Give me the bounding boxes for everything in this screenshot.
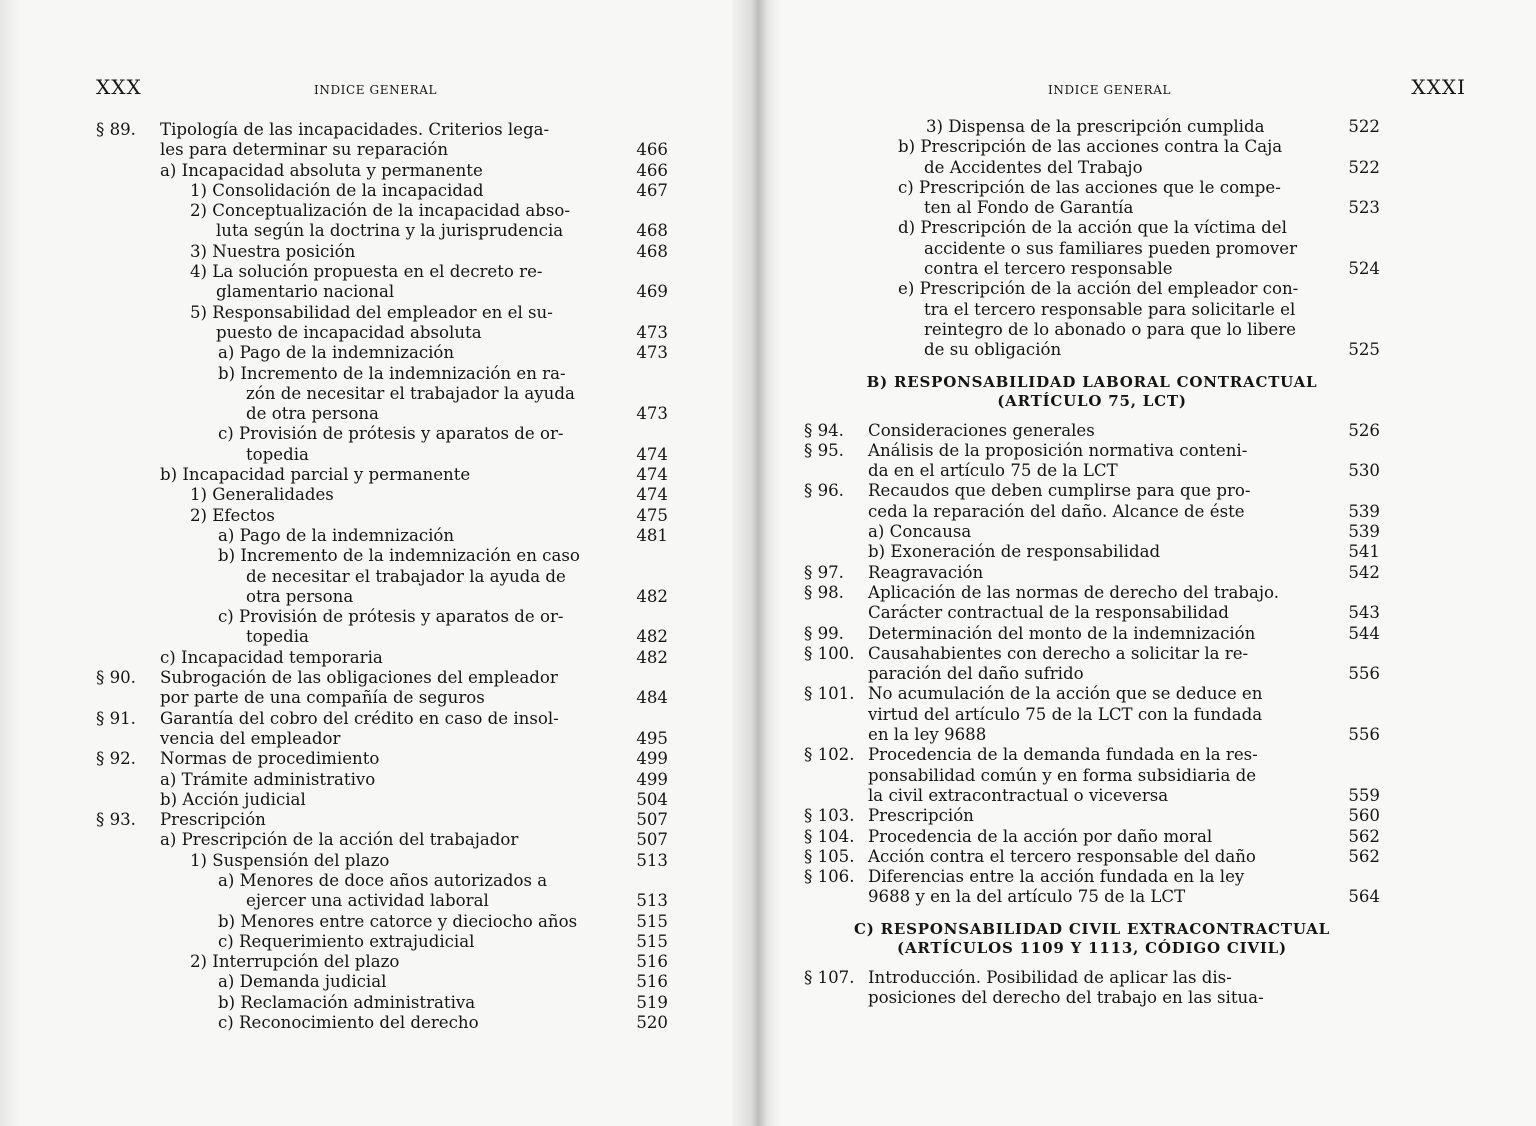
toc-entry <box>96 181 668 201</box>
toc-line: zón de necesitar el trabajador la ayuda <box>246 383 575 403</box>
toc-entry-title <box>96 424 668 465</box>
toc-entry-title <box>96 770 668 790</box>
toc-entry <box>804 827 1380 847</box>
section-heading <box>804 373 1380 411</box>
toc-line: topedia <box>246 627 309 647</box>
toc-entry-title <box>96 526 668 546</box>
toc-entry <box>96 526 668 546</box>
toc-line: 1) Consolidación de la incapacidad <box>190 180 484 200</box>
page-number: 564 <box>1348 887 1380 907</box>
section-number: § 95. <box>804 440 844 460</box>
toc-line: b) Prescripción de las acciones contra la Caja <box>898 137 1283 157</box>
toc-entry-title <box>96 201 668 242</box>
toc-entry-title <box>804 827 1380 847</box>
toc-line: virtud del artículo 75 de la LCT con la fundada <box>868 704 1263 724</box>
toc-line: Garantía del cobro del crédito en caso de insol- <box>160 708 559 728</box>
page-number: 539 <box>1348 501 1380 521</box>
toc-entry-title <box>96 181 668 201</box>
toc-line: 2) Efectos <box>190 505 275 525</box>
toc-entry-title <box>804 522 1380 542</box>
toc-entry <box>96 709 668 750</box>
page-number: 519 <box>636 992 668 1012</box>
section-number: § 89. <box>96 120 136 139</box>
page-number: 556 <box>1348 725 1380 745</box>
page-number: 504 <box>636 789 668 809</box>
toc-line: b) Acción judicial <box>160 789 306 809</box>
toc-line: puesto de incapacidad absoluta <box>216 322 482 342</box>
section-number: § 105. <box>804 846 855 866</box>
toc-line: Prescripción <box>868 806 974 826</box>
toc-line: a) Demanda judicial <box>218 972 387 992</box>
toc-entry-title <box>96 120 668 161</box>
toc-entry <box>96 485 668 505</box>
toc-entry <box>804 847 1380 867</box>
toc-line: de Accidentes del Trabajo <box>924 157 1143 177</box>
page-number: 524 <box>1348 259 1380 279</box>
toc-line: c) Provisión de prótesis y aparatos de or- <box>218 424 564 444</box>
toc-entry <box>96 668 668 709</box>
section-number: § 91. <box>96 708 136 728</box>
toc-entry-title <box>804 624 1380 644</box>
toc-line: luta según la doctrina y la jurisprudencia <box>216 221 564 241</box>
section-number: § 101. <box>804 684 855 704</box>
toc-line: No acumulación de la acción que se deduce en <box>868 684 1263 704</box>
toc-entry <box>96 201 668 242</box>
toc-line: b) Exoneración de responsabilidad <box>868 542 1161 562</box>
toc-entry <box>96 120 668 161</box>
toc-entry <box>804 968 1380 1009</box>
page-number: 515 <box>636 931 668 951</box>
toc-line: 3) Dispensa de la prescripción cumplida <box>926 117 1265 136</box>
toc-entry-title <box>96 303 668 344</box>
toc-entry-title <box>96 810 668 830</box>
page-number: 467 <box>636 180 668 200</box>
toc-entry <box>96 546 668 607</box>
toc-line: Reagravación <box>868 562 984 582</box>
toc-entry <box>804 745 1380 806</box>
toc-entry <box>96 262 668 303</box>
section-heading-line: (ARTÍCULO 75, LCT) <box>997 391 1187 410</box>
toc-line: b) Menores entre catorce y dieciocho años <box>218 911 578 931</box>
toc-entry-title <box>804 178 1380 219</box>
toc-line: de necesitar el trabajador la ayuda de <box>246 566 566 586</box>
toc-line: otra persona <box>246 586 354 606</box>
toc-entry-title <box>96 506 668 526</box>
page-number: 507 <box>636 810 668 830</box>
toc-line: 5) Responsabilidad del empleador en el su- <box>190 302 553 322</box>
page-number: 507 <box>636 830 668 850</box>
page-number: 541 <box>1348 542 1380 562</box>
toc-line: Acción contra el tercero responsable del daño <box>868 846 1256 866</box>
left-toc-list <box>96 120 668 1033</box>
toc-entry <box>804 624 1380 644</box>
page-number: 539 <box>1348 522 1380 542</box>
page-number: 481 <box>636 525 668 545</box>
toc-entry-title <box>804 968 1380 1009</box>
toc-entry-title <box>96 749 668 769</box>
page-number: 530 <box>1348 461 1380 481</box>
section-number: § 103. <box>804 806 855 826</box>
toc-entry <box>96 364 668 425</box>
toc-line: ten al Fondo de Garantía <box>924 198 1134 218</box>
section-number: § 92. <box>96 749 136 769</box>
toc-line: Tipología de las incapacidades. Criterios lega- <box>160 120 550 139</box>
toc-entry-title <box>804 583 1380 624</box>
section-number: § 93. <box>96 810 136 830</box>
toc-entry <box>804 522 1380 542</box>
toc-line: Aplicación de las normas de derecho del trabajo. <box>868 582 1280 602</box>
toc-entry <box>96 343 668 363</box>
toc-entry <box>96 770 668 790</box>
page-number: 562 <box>1348 846 1380 866</box>
toc-entry <box>96 932 668 952</box>
toc-line: Procedencia de la acción por daño moral <box>868 826 1213 846</box>
toc-entry-title <box>96 648 668 668</box>
toc-line: la civil extracontractual o viceversa <box>868 785 1169 805</box>
page-number: 513 <box>636 891 668 911</box>
toc-line: de su obligación <box>924 340 1062 360</box>
toc-entry-title <box>804 441 1380 482</box>
toc-line: Normas de procedimiento <box>160 749 380 769</box>
toc-line: c) Provisión de prótesis y aparatos de or- <box>218 607 564 627</box>
page-number: 560 <box>1348 806 1380 826</box>
page-number: 469 <box>636 282 668 302</box>
toc-line: contra el tercero responsable <box>924 259 1173 279</box>
toc-line: Causahabientes con derecho a solicitar la re- <box>868 643 1249 663</box>
left-page <box>0 0 748 1126</box>
page-number: 520 <box>636 1013 668 1033</box>
section-number: § 90. <box>96 668 136 688</box>
toc-line: 1) Generalidades <box>190 485 334 505</box>
page-number: 482 <box>636 647 668 667</box>
toc-entry-title <box>96 364 668 425</box>
toc-entry <box>804 867 1380 908</box>
toc-entry-title <box>96 871 668 912</box>
page-number: 542 <box>1348 562 1380 582</box>
toc-entry-title <box>804 117 1380 137</box>
toc-entry <box>96 242 668 262</box>
toc-entry <box>804 441 1380 482</box>
section-number: § 98. <box>804 582 844 602</box>
toc-line: a) Pago de la indemnización <box>218 343 455 363</box>
toc-entry <box>804 481 1380 522</box>
toc-entry <box>804 583 1380 624</box>
toc-line: en la ley 9688 <box>868 725 987 745</box>
page-number: 474 <box>636 485 668 505</box>
toc-entry-title <box>96 343 668 363</box>
toc-entry <box>804 178 1380 219</box>
toc-entry-title <box>96 161 668 181</box>
toc-entry <box>96 912 668 932</box>
toc-line: por parte de una compañía de seguros <box>160 688 485 708</box>
toc-line: Subrogación de las obligaciones del empleador <box>160 668 558 688</box>
toc-entry <box>96 424 668 465</box>
page-number: 482 <box>636 586 668 606</box>
toc-entry <box>96 1013 668 1033</box>
page-number: 525 <box>1348 340 1380 360</box>
page-number: 473 <box>636 343 668 363</box>
toc-entry-title <box>804 867 1380 908</box>
toc-line: vencia del empleador <box>160 728 341 748</box>
toc-entry-title <box>96 1013 668 1033</box>
toc-line: ponsabilidad común y en forma subsidiaria de <box>868 765 1257 785</box>
toc-line: ceda la reparación del daño. Alcance de éste <box>868 501 1245 521</box>
toc-entry <box>804 117 1380 137</box>
section-heading <box>804 920 1380 958</box>
page-number: 499 <box>636 769 668 789</box>
toc-line: c) Prescripción de las acciones que le compe- <box>898 177 1281 197</box>
toc-entry <box>96 851 668 871</box>
page-number: 495 <box>636 728 668 748</box>
toc-line: a) Pago de la indemnización <box>218 525 455 545</box>
toc-line: e) Prescripción de la acción del empleador con- <box>898 279 1299 299</box>
section-number: § 97. <box>804 562 844 582</box>
toc-entry <box>96 952 668 972</box>
page-number: 544 <box>1348 623 1380 643</box>
toc-line: topedia <box>246 444 309 464</box>
page-number: 473 <box>636 322 668 342</box>
toc-line: b) Incapacidad parcial y permanente <box>160 465 471 485</box>
toc-line: Análisis de la proposición normativa conteni- <box>868 440 1248 460</box>
page-number: 516 <box>636 952 668 972</box>
toc-entry-title <box>96 952 668 972</box>
toc-entry-title <box>96 790 668 810</box>
page-number: 515 <box>636 911 668 931</box>
toc-entry <box>96 830 668 850</box>
toc-line: b) Incremento de la indemnización en ra- <box>218 363 566 383</box>
toc-entry <box>96 607 668 648</box>
section-number: § 102. <box>804 745 855 765</box>
page-number: 562 <box>1348 826 1380 846</box>
toc-line: 4) La solución propuesta en el decreto re- <box>190 262 543 282</box>
page-number: 466 <box>636 160 668 180</box>
toc-line: a) Prescripción de la acción del trabajador <box>160 830 519 850</box>
toc-entry <box>96 749 668 769</box>
toc-entry-title <box>96 485 668 505</box>
toc-line: c) Incapacidad temporaria <box>160 647 383 667</box>
toc-entry-title <box>96 993 668 1013</box>
toc-entry-title <box>804 421 1380 441</box>
section-number: § 96. <box>804 481 844 501</box>
left-page-header <box>96 75 668 104</box>
toc-line: reintegro de lo abonado o para que lo libere <box>924 319 1296 339</box>
toc-line: Introducción. Posibilidad de aplicar las dis- <box>868 967 1232 987</box>
toc-entry-title <box>804 279 1380 360</box>
page-number: 475 <box>636 505 668 525</box>
toc-line: da en el artículo 75 de la LCT <box>868 461 1118 481</box>
section-heading-line: C) RESPONSABILIDAD CIVIL EXTRACONTRACTUAL <box>853 919 1331 938</box>
page-number: 484 <box>636 688 668 708</box>
toc-line: d) Prescripción de la acción que la víctima del <box>898 218 1287 238</box>
page-number: 559 <box>1348 785 1380 805</box>
toc-entry <box>804 218 1380 279</box>
page-number: 474 <box>636 444 668 464</box>
right-page-header <box>1048 75 1466 104</box>
section-heading-line: B) RESPONSABILIDAD LABORAL CONTRACTUAL <box>866 372 1318 391</box>
page-number: 523 <box>1348 198 1380 218</box>
toc-line: a) Concausa <box>868 522 972 542</box>
toc-entry-title <box>804 563 1380 583</box>
toc-entry <box>804 542 1380 562</box>
toc-entry-title <box>96 546 668 607</box>
toc-entry-title <box>96 242 668 262</box>
toc-entry-title <box>96 607 668 648</box>
toc-entry-title <box>804 806 1380 826</box>
toc-line: 1) Suspensión del plazo <box>190 850 390 870</box>
toc-line: de otra persona <box>246 404 379 424</box>
toc-line: a) Menores de doce años autorizados a <box>218 870 548 890</box>
page-edge-shadow <box>0 0 20 1126</box>
right-toc-list <box>804 117 1380 1008</box>
toc-line: paración del daño sufrido <box>868 664 1084 684</box>
right-folio: XXXI <box>1411 75 1466 99</box>
toc-line: tra el tercero responsable para solicitarle el <box>924 299 1296 319</box>
toc-line: glamentario nacional <box>216 282 395 302</box>
toc-line: a) Incapacidad absoluta y permanente <box>160 160 483 180</box>
toc-entry <box>96 810 668 830</box>
toc-line: 2) Conceptualización de la incapacidad abso- <box>190 201 570 221</box>
page-number: 543 <box>1348 603 1380 623</box>
page-number: 474 <box>636 465 668 485</box>
toc-entry-title <box>804 481 1380 522</box>
toc-entry <box>804 279 1380 360</box>
toc-line: c) Requerimiento extrajudicial <box>218 931 475 951</box>
toc-entry-title <box>96 465 668 485</box>
toc-line: ejercer una actividad laboral <box>246 891 489 911</box>
page-number: 468 <box>636 221 668 241</box>
toc-entry-title <box>804 644 1380 685</box>
toc-line: 9688 y en la del artículo 75 de la LCT <box>868 887 1186 907</box>
toc-line: a) Trámite administrativo <box>160 769 376 789</box>
page-number: 522 <box>1348 117 1380 136</box>
toc-line: b) Incremento de la indemnización en caso <box>218 546 580 566</box>
toc-line: Consideraciones generales <box>868 420 1095 440</box>
toc-line: accidente o sus familiares pueden promover <box>924 238 1297 258</box>
toc-entry <box>804 806 1380 826</box>
toc-entry <box>96 871 668 912</box>
toc-line: les para determinar su reparación <box>160 140 449 160</box>
toc-line: 2) Interrupción del plazo <box>190 952 400 972</box>
toc-entry-title <box>96 709 668 750</box>
toc-line: posiciones del derecho del trabajo en las situa- <box>868 987 1264 1007</box>
toc-entry-title <box>96 830 668 850</box>
right-running-head: INDICE GENERAL <box>1048 83 1172 97</box>
toc-entry-title <box>96 912 668 932</box>
toc-entry <box>804 684 1380 745</box>
section-number: § 94. <box>804 420 844 440</box>
toc-entry-title <box>804 745 1380 806</box>
page-number: 473 <box>636 404 668 424</box>
left-running-head: INDICE GENERAL <box>314 83 438 97</box>
page-number: 513 <box>636 850 668 870</box>
toc-entry-title <box>804 684 1380 745</box>
toc-entry-title <box>804 218 1380 279</box>
toc-line: Diferencias entre la acción fundada en la ley <box>868 867 1245 887</box>
toc-entry <box>96 465 668 485</box>
toc-entry-title <box>96 972 668 992</box>
toc-entry <box>96 972 668 992</box>
section-number: § 107. <box>804 967 855 987</box>
toc-line: c) Reconocimiento del derecho <box>218 1013 479 1033</box>
page-number: 499 <box>636 749 668 769</box>
toc-entry <box>804 137 1380 178</box>
page-number: 466 <box>636 140 668 160</box>
toc-entry-title <box>96 262 668 303</box>
toc-entry-title <box>804 542 1380 562</box>
toc-entry-title <box>96 932 668 952</box>
toc-entry <box>96 648 668 668</box>
toc-line: 3) Nuestra posición <box>190 241 356 261</box>
toc-entry <box>96 506 668 526</box>
page-number: 522 <box>1348 157 1380 177</box>
page-number: 556 <box>1348 664 1380 684</box>
toc-entry <box>804 644 1380 685</box>
left-folio: XXX <box>96 75 142 99</box>
toc-entry <box>96 790 668 810</box>
toc-entry-title <box>804 137 1380 178</box>
section-number: § 100. <box>804 643 855 663</box>
section-number: § 104. <box>804 826 855 846</box>
toc-line: Procedencia de la demanda fundada en la res- <box>868 745 1258 765</box>
toc-entry-title <box>96 851 668 871</box>
right-page <box>748 0 1536 1126</box>
toc-entry <box>96 993 668 1013</box>
page-number: 516 <box>636 972 668 992</box>
toc-line: b) Reclamación administrativa <box>218 992 476 1012</box>
toc-line: Recaudos que deben cumplirse para que pro- <box>868 481 1251 501</box>
section-number: § 106. <box>804 867 855 887</box>
toc-entry <box>804 421 1380 441</box>
toc-entry <box>804 563 1380 583</box>
page-number: 526 <box>1348 420 1380 440</box>
toc-line: Carácter contractual de la responsabilidad <box>868 603 1229 623</box>
toc-entry <box>96 303 668 344</box>
toc-line: Determinación del monto de la indemnización <box>868 623 1256 643</box>
toc-entry <box>96 161 668 181</box>
page-number: 482 <box>636 627 668 647</box>
toc-entry-title <box>96 668 668 709</box>
section-number: § 99. <box>804 623 844 643</box>
toc-entry-title <box>804 847 1380 867</box>
toc-line: Prescripción <box>160 810 266 830</box>
page-number: 468 <box>636 241 668 261</box>
book-gutter <box>732 0 780 1126</box>
section-heading-line: (ARTÍCULOS 1109 Y 1113, CÓDIGO CIVIL) <box>897 938 1287 957</box>
